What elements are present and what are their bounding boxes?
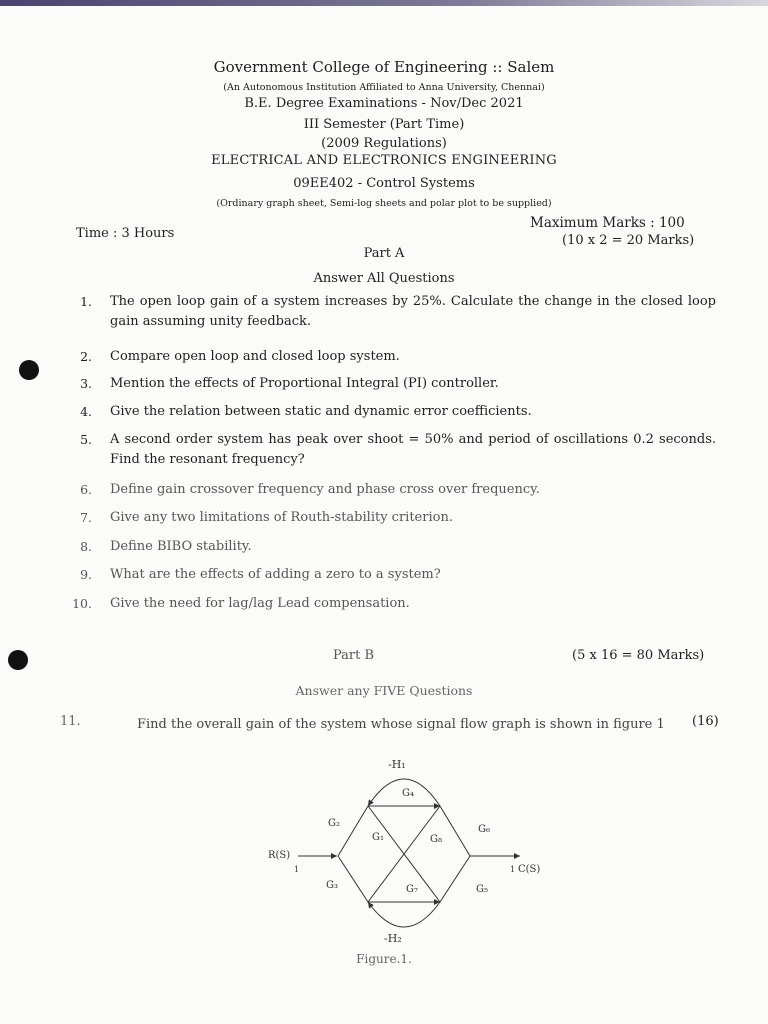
college-name: Government College of Engineering :: Salem <box>213 58 555 76</box>
figure-caption: Figure.1. <box>356 952 412 966</box>
question-number: 4. <box>80 404 92 419</box>
semester: III Semester (Part Time) <box>303 117 465 132</box>
label-g4: G₄ <box>402 788 414 799</box>
question-text: Mention the effects of Proportional Integral (PI) controller. <box>110 376 499 391</box>
label-g8: G₈ <box>430 834 442 845</box>
department: ELECTRICAL AND ELECTRONICS ENGINEERING <box>211 153 557 168</box>
question-text: What are the effects of adding a zero to a system? <box>110 567 441 582</box>
exam-title: B.E. Degree Examinations - Nov/Dec 2021 <box>244 96 524 111</box>
question-number: 2. <box>80 349 92 364</box>
feedback-h2 <box>368 902 440 927</box>
label-one-out: 1 <box>510 865 516 874</box>
label-g1: G₁ <box>372 832 384 843</box>
question-number: 10. <box>72 596 92 611</box>
question-text: Give the relation between static and dynamic error coefficients. <box>110 404 532 419</box>
part-b-title: Part B <box>333 648 375 663</box>
label-g3: G₃ <box>326 880 338 891</box>
label-cs: C(S) <box>518 864 541 875</box>
question-11-number: 11. <box>60 714 81 729</box>
question-number: 5. <box>80 432 92 447</box>
question-number: 3. <box>80 376 92 391</box>
label-g5: G₅ <box>476 884 488 895</box>
label-g7: G₇ <box>406 884 418 895</box>
question-number: 6. <box>80 482 92 497</box>
question-text: The open loop gain of a system increases by 25%. Calculate the change in the closed loop gain assuming unity feedback. <box>110 294 716 329</box>
question-text: A second order system has peak over shoot = 50% and period of oscillations 0.2 seconds. Find the resonant frequency? <box>110 432 716 467</box>
label-one-in: 1 <box>294 865 300 874</box>
affiliation: (An Autonomous Institution Affiliated to Anna University, Chennai) <box>223 82 545 93</box>
exam-duration: Time : 3 Hours <box>76 226 175 241</box>
question-number: 1. <box>80 294 92 309</box>
supplies-note: (Ordinary graph sheet, Semi-log sheets and polar plot to be supplied) <box>216 198 552 209</box>
part-b-instruction: Answer any FIVE Questions <box>295 683 473 698</box>
question-text: Define gain crossover frequency and phase cross over frequency. <box>110 482 540 497</box>
question-text: Compare open loop and closed loop system. <box>110 349 400 364</box>
label-g6: G₆ <box>478 824 490 835</box>
question-text: Give any two limitations of Routh-stability criterion. <box>110 510 453 525</box>
question-number: 9. <box>80 567 92 582</box>
question-number: 7. <box>80 510 92 525</box>
part-a-marks: (10 x 2 = 20 Marks) <box>562 233 695 248</box>
branch-g2 <box>338 806 368 856</box>
question-11-text: Find the overall gain of the system whose signal flow graph is shown in figure 1 <box>137 717 665 732</box>
part-a-instruction: Answer All Questions <box>313 271 455 286</box>
branch-g5 <box>440 856 470 902</box>
label-h1: -H₁ <box>388 758 406 771</box>
label-rs: R(S) <box>268 850 291 861</box>
label-h2: -H₂ <box>384 932 402 945</box>
branch-g3 <box>338 856 368 902</box>
question-text: Give the need for lag/lag Lead compensation. <box>110 596 410 611</box>
part-b-marks: (5 x 16 = 80 Marks) <box>572 648 705 663</box>
branch-g6 <box>440 806 470 856</box>
regulations: (2009 Regulations) <box>321 136 447 151</box>
maximum-marks: Maximum Marks : 100 <box>530 215 685 231</box>
label-g2: G₂ <box>328 818 340 829</box>
question-11-marks: (16) <box>692 714 719 729</box>
part-a-title: Part A <box>363 246 405 261</box>
question-number: 8. <box>80 539 92 554</box>
course-title: 09EE402 - Control Systems <box>293 176 475 191</box>
question-text: Define BIBO stability. <box>110 539 252 554</box>
